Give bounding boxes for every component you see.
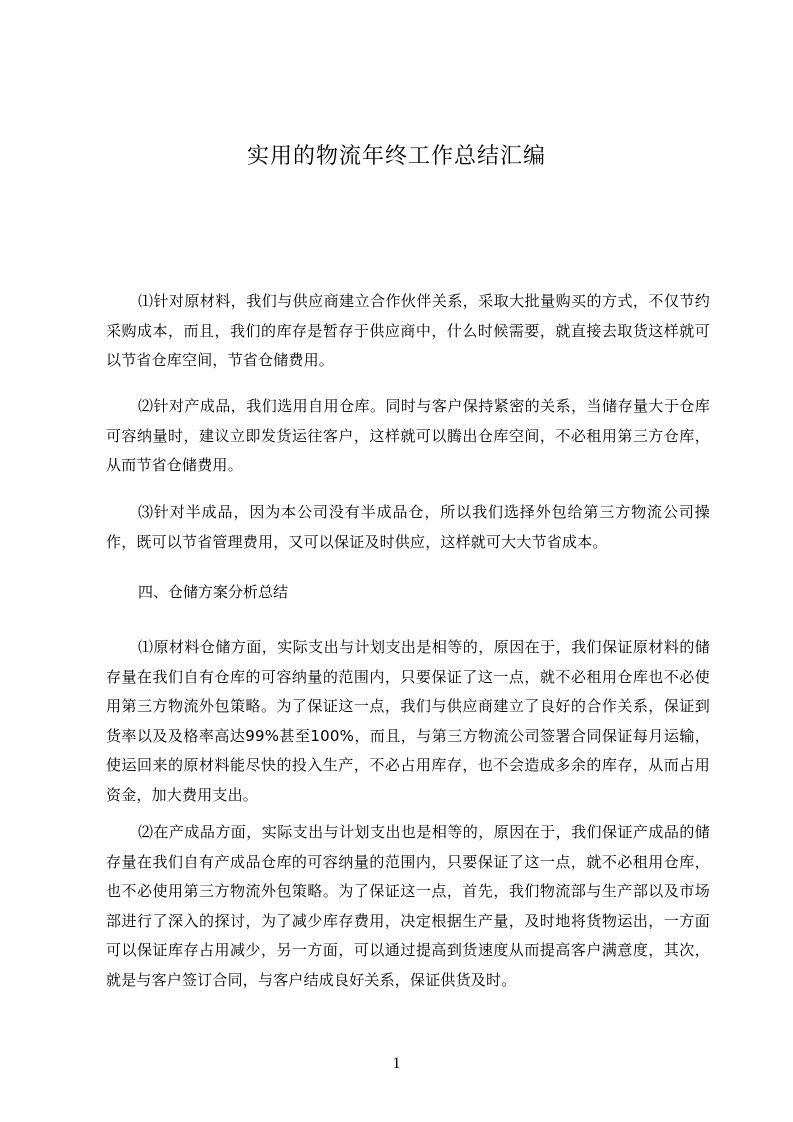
paragraph-semi-finished-products: ⑶针对半成品，因为本公司没有半成品仓，所以我们选择外包给第三方物流公司操作，既可以节省管理费用，又可以保证及时供应，这样就可大大节省成本。 xyxy=(106,503,710,551)
page-number: 1 xyxy=(392,1055,401,1072)
document-title: 实用的物流年终工作总结汇编 xyxy=(246,144,546,169)
paragraph-raw-material-storage: ⑴原材料仓储方面，实际支出与计划支出是相等的，原因在于，我们保证原材料的储存量在我们自有仓库的可容纳量的范围内，只要保证了这一点，就不必租用仓库也不必使用第三方物流外包策略。为了保证这一点，我们与供应商建立了良好的合作关系，保证到货率以及及格率高达99%甚至100%，而且，与第三方物流公司签署合同保证每月运输，使运回来的原材料能尽快的投入生产，不必占用库存，也不会造成多余的库存，从而占用资金，加大费用支出。 xyxy=(106,638,710,804)
paragraph-raw-materials: ⑴针对原材料，我们与供应商建立合作伙伴关系，采取大批量购买的方式，不仅节约采购成本，而且，我们的库存是暂存于供应商中，什么时候需要，就直接去取货这样就可以节省仓库空间，节省仓储费用。 xyxy=(106,292,710,369)
paragraph-finished-product-storage: ⑵在产成品方面，实际支出与计划支出也是相等的，原因在于，我们保证产成品的储存量在我们自有产成品仓库的可容纳量的范围内，只要保证了这一点，就不必租用仓库，也不必使用第三方物流外包策略。为了保证这一点，首先，我们物流部与生产部以及市场部进行了深入的探讨，为了减少库存费用，决定根据生产量，及时地将货物运出，一方面可以保证库存占用减少，另一方面，可以通过提高到货速度从而提高客户满意度，其次，就是与客户签订合同，与客户结成良好关系，保证供货及时。 xyxy=(106,823,710,989)
section-heading: 四、仓储方案分析总结 xyxy=(138,583,289,601)
paragraph-finished-products: ⑵针对产成品，我们选用自用仓库。同时与客户保持紧密的关系，当储存量大于仓库可容纳量时，建议立即发货运往客户，这样就可以腾出仓库空间，不必租用第三方仓库，从而节省仓储费用。 xyxy=(106,397,710,474)
